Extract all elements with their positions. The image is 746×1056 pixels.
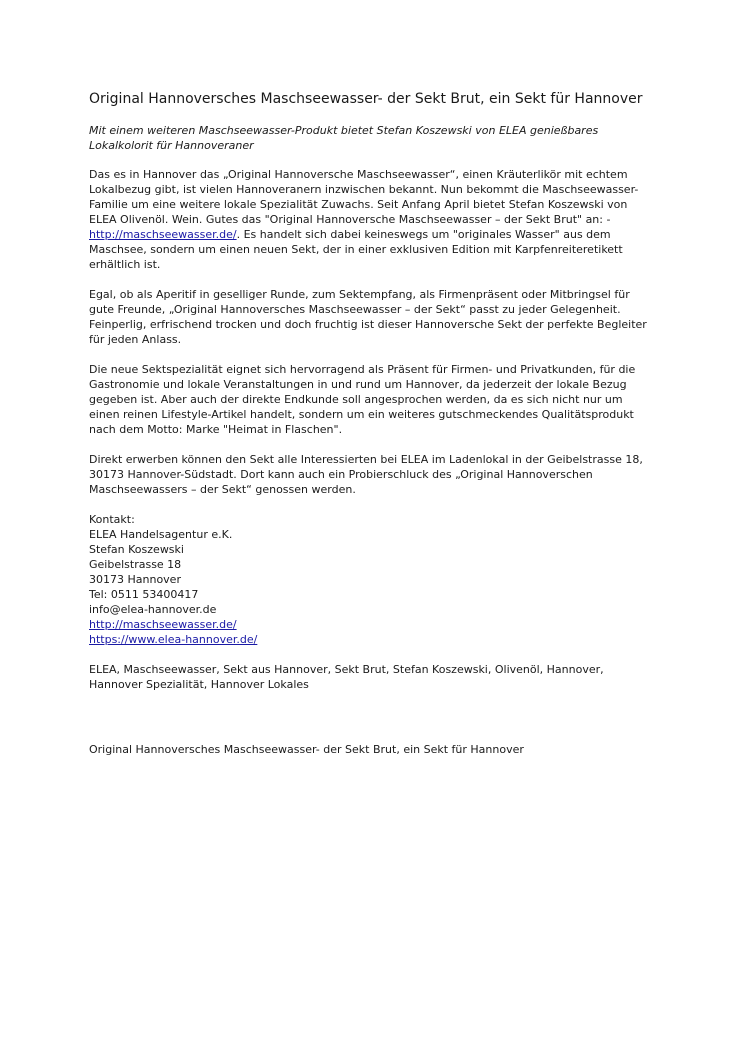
contact-name: Stefan Koszewski (89, 543, 184, 556)
document-body (89, 167, 655, 707)
maschseewasser-link[interactable]: http://maschseewasser.de/ (89, 228, 237, 241)
contact-link-maschseewasser[interactable]: http://maschseewasser.de/ (89, 618, 237, 631)
contact-city: 30173 Hannover (89, 573, 181, 586)
contact-street: Geibelstrasse 18 (89, 558, 182, 571)
contact-heading: Kontakt: (89, 513, 135, 526)
paragraph-target-groups: Die neue Sektspezialität eignet sich hervorragend als Präsent für Firmen- und Privatkunden, für die Gastronomie und lokale Veranstaltungen in und rund um Hannover, da jederzeit der lokale Bezug gegeben ist. Aber auch der direkte Endkunde soll angesprochen werden, da es sich nicht nur um einen reinen Lifestyle-Artikel handelt, sondern um ein weiteres gutschmeckendes Qualitätsprodukt nach dem Motto: Marke "Heimat in Flaschen". (89, 363, 636, 436)
contact-phone: Tel: 0511 53400417 (89, 588, 199, 601)
paragraph-occasions: Egal, ob als Aperitif in geselliger Runde, zum Sektempfang, als Firmenpräsent oder Mitbringsel für gute Freunde, „Original Hannoversches Maschseewasser – der Sekt“ passt zu jeder Gelegenheit. Feinperlig, erfrischend trocken und doch fruchtig ist dieser Hannoversche Sekt der perfekte Begleiter für jeden Anlass. (89, 288, 647, 346)
contact-block (89, 512, 655, 647)
contact-email: info@elea-hannover.de (89, 603, 217, 616)
paragraph-intro (89, 167, 655, 272)
footer-title: Original Hannoversches Maschseewasser- der Sekt Brut, ein Sekt für Hannover (89, 743, 524, 756)
contact-company: ELEA Handelsagentur e.K. (89, 528, 233, 541)
paragraph-purchase: Direkt erwerben können den Sekt alle Interessierten bei ELEA im Ladenlokal in der Geibelstrasse 18, 30173 Hannover-Südstadt. Dort kann auch ein Probierschluck des „Original Hannoverschen Maschseewassers – der Sekt“ genossen werden. (89, 453, 643, 496)
contact-link-elea[interactable]: https://www.elea-hannover.de/ (89, 633, 258, 646)
paragraph-intro-text-b: . Es handelt sich dabei keineswegs um "originales Wasser" aus dem Maschsee, sondern um einen neuen Sekt, der in einer exklusiven Edition mit Karpfenreiteretikett erhältlich ist. (89, 228, 623, 271)
paragraph-intro-text-a: Das es in Hannover das „Original Hannoversche Maschseewasser“, einen Kräuterlikör mit echtem Lokalbezug gibt, ist vielen Hannoveranern inzwischen bekannt. Nun bekommt die Maschseewasser-Familie um eine weitere lokale Spezialität Zuwachs. Seit Anfang April bietet Stefan Koszewski von ELEA Olivenöl. Wein. Gutes das "Original Hannoversche Maschseewasser – der Sekt Brut" an: - (89, 168, 639, 226)
keywords: ELEA, Maschseewasser, Sekt aus Hannover, Sekt Brut, Stefan Koszewski, Olivenöl, Hannover, Hannover Spezialität, Hannover Lokales (89, 663, 604, 691)
document-subtitle: Mit einem weiteren Maschseewasser-Produkt bietet Stefan Koszewski von ELEA genießbares Lokalkolorit für Hannoveraner (89, 124, 599, 152)
document-title: Original Hannoversches Maschseewasser- der Sekt Brut, ein Sekt für Hannover (89, 91, 643, 107)
